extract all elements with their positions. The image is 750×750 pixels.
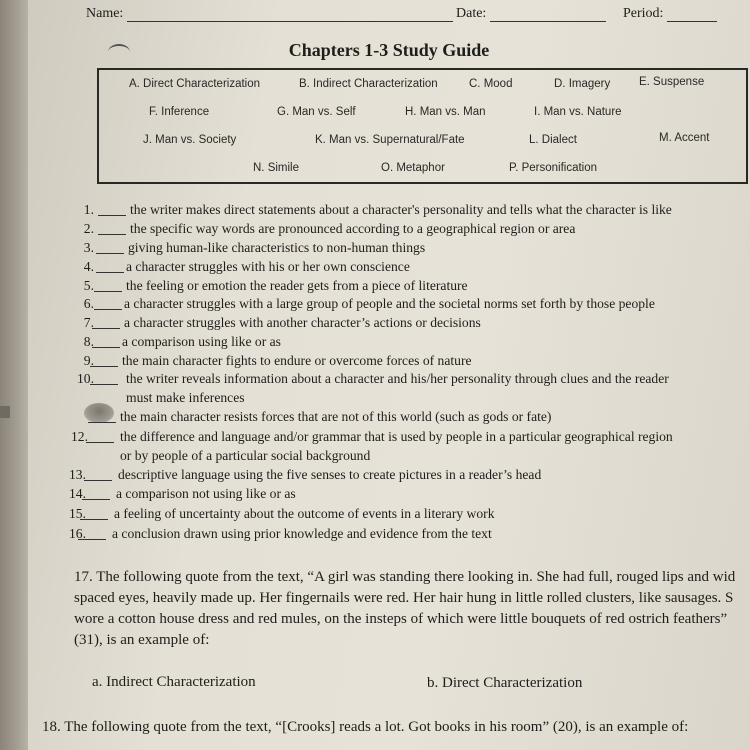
word-bank <box>97 68 748 184</box>
question-row <box>28 278 748 296</box>
term-j: J. Man vs. Society <box>143 134 237 146</box>
page-title: Chapters 1-3 Study Guide <box>288 40 490 60</box>
answer-blank[interactable] <box>88 409 116 423</box>
name-blank[interactable] <box>127 9 453 22</box>
question-number: 2. <box>83 221 94 236</box>
period-label: Period: <box>623 6 664 21</box>
question-row <box>28 526 748 544</box>
answer-blank[interactable] <box>86 429 114 443</box>
question-row <box>28 467 748 485</box>
question-row <box>28 506 748 524</box>
answer-blank[interactable] <box>94 296 122 310</box>
question-row <box>28 371 748 407</box>
question-number: 7. <box>83 315 94 330</box>
term-k: K. Man vs. Supernatural/Fate <box>315 134 465 146</box>
question-number: 3. <box>83 240 94 255</box>
period-blank[interactable] <box>667 9 717 22</box>
answer-blank[interactable] <box>96 240 124 254</box>
answer-blank[interactable] <box>82 486 110 500</box>
question-number: 15. <box>69 506 86 521</box>
answer-blank[interactable] <box>98 221 126 235</box>
term-a: A. Direct Characterization <box>129 78 261 90</box>
question-text: the specific way words are pronounced according to a geographical region or area <box>130 221 576 236</box>
desk-edge <box>0 0 28 750</box>
term-l: L. Dialect <box>529 134 577 146</box>
date-field[interactable] <box>456 6 606 22</box>
question-text: a feeling of uncertainty about the outcome of events in a literary work <box>114 506 495 521</box>
q17-choice-a[interactable]: a. Indirect Characterization <box>92 674 256 690</box>
answer-blank[interactable] <box>96 259 124 273</box>
question-row <box>28 221 748 239</box>
question-number: 10. <box>77 371 94 386</box>
question-text: the feeling or emotion the reader gets from a piece of literature <box>126 278 468 293</box>
answer-blank[interactable] <box>84 467 112 481</box>
q17-line-1: 17. The following quote from the text, “A girl was standing there looking in. She had full, rouged lips and wid <box>74 569 736 585</box>
binder-clip <box>0 406 10 418</box>
name-field[interactable] <box>86 6 453 22</box>
date-blank[interactable] <box>490 9 606 22</box>
question-text: the writer makes direct statements about a character's personality and tells what the character is like <box>130 202 672 217</box>
date-label: Date: <box>456 6 487 21</box>
term-g: G. Man vs. Self <box>277 106 356 118</box>
question-number: 16. <box>69 526 86 541</box>
period-field[interactable] <box>623 6 717 22</box>
term-n: N. Simile <box>253 162 300 174</box>
term-o: O. Metaphor <box>381 162 445 174</box>
answer-blank[interactable] <box>90 371 118 385</box>
question-row <box>28 486 748 504</box>
question-row <box>28 315 748 333</box>
question-number: 4. <box>83 259 94 274</box>
term-f: F. Inference <box>149 106 210 118</box>
question-number: 1. <box>83 202 94 217</box>
q17-line-2: spaced eyes, heavily made up. Her fingernails were red. Her hair hung in little rolled clusters, like sausages. S <box>74 590 734 606</box>
question-text: a character struggles with another character’s actions or decisions <box>124 315 481 330</box>
q17-choice-b[interactable]: b. Direct Characterization <box>427 675 583 691</box>
question-row <box>28 296 748 314</box>
question-text: the difference and language and/or grammar that is used by people in a particular geographical region <box>120 429 673 444</box>
term-b: B. Indirect Characterization <box>299 78 438 90</box>
question-text: a comparison using like or as <box>122 334 281 349</box>
q18-line-1: 18. The following quote from the text, “[Crooks] reads a lot. Got books in his room” (20), is an example of: <box>42 719 689 735</box>
question-row <box>28 409 748 427</box>
question-text-continued: must make inferences <box>126 390 245 405</box>
term-i: I. Man vs. Nature <box>534 106 622 118</box>
question-number: 5. <box>83 278 94 293</box>
answer-blank[interactable] <box>90 353 118 367</box>
question-text: giving human-like characteristics to non-human things <box>128 240 426 255</box>
term-p: P. Personification <box>509 162 598 174</box>
question-number: 9. <box>83 353 94 368</box>
question-row <box>28 353 748 371</box>
question-number: 13. <box>69 467 86 482</box>
question-number: 12. <box>71 429 88 444</box>
name-label: Name: <box>86 6 124 21</box>
question-text: the writer reveals information about a character and his/her personality through clues and the reader <box>126 371 669 386</box>
question-text: a character struggles with a large group of people and the societal norms set forth by those people <box>124 296 655 311</box>
question-row <box>28 202 748 220</box>
question-text: a character struggles with his or her own conscience <box>126 259 410 274</box>
term-h: H. Man vs. Man <box>405 106 486 118</box>
question-text: a conclusion drawn using prior knowledge and evidence from the text <box>112 526 492 541</box>
term-d: D. Imagery <box>554 78 611 90</box>
question-number: 14. <box>69 486 86 501</box>
answer-blank[interactable] <box>98 202 126 216</box>
answer-blank[interactable] <box>78 526 106 540</box>
question-text-continued: or by people of a particular social background <box>120 448 371 463</box>
answer-blank[interactable] <box>80 506 108 520</box>
question-text: a comparison not using like or as <box>116 486 296 501</box>
term-e: E. Suspense <box>639 76 705 88</box>
answer-blank[interactable] <box>92 315 120 329</box>
question-row <box>28 334 748 352</box>
question-number: 8. <box>83 334 94 349</box>
question-text: descriptive language using the five senses to create pictures in a reader’s head <box>118 467 542 482</box>
q17-line-4: (31), is an example of: <box>74 632 210 648</box>
answer-blank[interactable] <box>92 334 120 348</box>
question-text: the main character fights to endure or overcome forces of nature <box>122 353 472 368</box>
question-row <box>28 259 748 277</box>
question-text: the main character resists forces that are not of this world (such as gods or fate) <box>120 409 552 424</box>
worksheet-page <box>28 0 750 750</box>
question-number: 6. <box>83 296 94 311</box>
answer-blank[interactable] <box>94 278 122 292</box>
term-c: C. Mood <box>469 78 513 90</box>
term-m: M. Accent <box>659 132 710 144</box>
question-row <box>28 429 748 465</box>
question-row <box>28 240 748 258</box>
q17-line-3: wore a cotton house dress and red mules, on the insteps of which were little bouquets of red ostrich feathers” <box>74 611 728 627</box>
